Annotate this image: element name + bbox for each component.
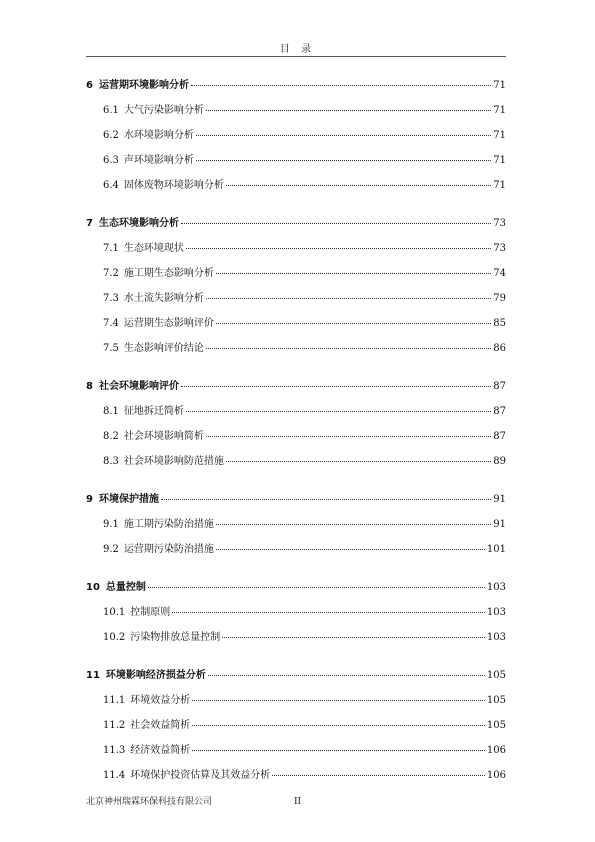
dot-leader — [208, 675, 485, 676]
toc-entry-number: 11.3 — [103, 745, 126, 756]
toc-entry-number: 7.4 — [103, 318, 119, 329]
toc-entry-title: 生态环境现状 — [123, 243, 184, 254]
toc-entry-number: 11.1 — [103, 695, 126, 706]
toc-entry-page: 103 — [486, 632, 506, 643]
toc-entry-number: 10.2 — [103, 632, 126, 643]
toc-entry-title: 声环境影响分析 — [123, 155, 194, 166]
toc-entry-number: 11 — [86, 670, 100, 681]
dot-leader — [196, 135, 491, 136]
toc-entry-title: 环境保护投资估算及其效益分析 — [130, 770, 271, 781]
toc-entry-number: 7.2 — [103, 268, 119, 279]
toc-entry-number: 6 — [86, 80, 93, 91]
footer-page-number: II — [293, 797, 302, 807]
toc-chapter-group — [86, 76, 506, 201]
dot-leader — [272, 775, 485, 776]
dot-leader — [181, 223, 491, 224]
toc-section-entry[interactable] — [86, 239, 506, 264]
toc-entry-title: 社会环境影响防范措施 — [123, 456, 224, 467]
dot-leader — [161, 499, 491, 500]
dot-leader — [226, 461, 491, 462]
toc-entry-title: 运营期污染防治措施 — [123, 544, 214, 555]
toc-entry-page: 74 — [493, 268, 506, 279]
toc-entry-page: 79 — [493, 293, 506, 304]
toc-entry-page: 91 — [493, 494, 506, 505]
toc-entry-title: 运营期环境影响分析 — [98, 80, 189, 91]
toc-section-entry[interactable] — [86, 314, 506, 339]
toc-entry-number: 8 — [86, 381, 93, 392]
dot-leader — [216, 549, 485, 550]
dot-leader — [191, 85, 491, 86]
toc-entry-number: 11.2 — [103, 720, 126, 731]
toc-entry-number: 8.3 — [103, 456, 119, 467]
toc-entry-number: 7 — [86, 218, 93, 229]
toc-entry-page: 73 — [493, 218, 506, 229]
toc-entry-number: 11.4 — [103, 770, 126, 781]
toc-section-entry[interactable] — [86, 101, 506, 126]
toc-entry-title: 环境效益分析 — [130, 695, 191, 706]
toc-entry-number: 6.3 — [103, 155, 119, 166]
toc-entry-page: 71 — [493, 105, 506, 116]
toc-entry-title: 经济效益简析 — [130, 745, 191, 756]
toc-entry-page: 91 — [493, 519, 506, 530]
dot-leader — [226, 185, 491, 186]
dot-leader — [192, 700, 485, 701]
header-divider — [86, 56, 506, 57]
toc-section-entry[interactable] — [86, 427, 506, 452]
toc-section-entry[interactable] — [86, 766, 506, 791]
dot-leader — [192, 725, 485, 726]
toc-chapter-entry[interactable] — [86, 214, 506, 239]
dot-leader — [196, 160, 491, 161]
toc-entry-title: 运营期生态影响评价 — [123, 318, 214, 329]
toc-section-entry[interactable] — [86, 691, 506, 716]
toc-entry-number: 6.4 — [103, 180, 119, 191]
dot-leader — [172, 612, 485, 613]
toc-entry-title: 环境保护措施 — [98, 494, 159, 505]
dot-leader — [222, 637, 485, 638]
toc-entry-number: 6.2 — [103, 130, 119, 141]
toc-chapter-entry[interactable] — [86, 377, 506, 402]
toc-entry-page: 101 — [486, 544, 506, 555]
toc-entry-page: 105 — [486, 720, 506, 731]
toc-entry-title: 施工期生态影响分析 — [123, 268, 214, 279]
toc-section-entry[interactable] — [86, 151, 506, 176]
toc-entry-number: 7.3 — [103, 293, 119, 304]
toc-section-entry[interactable] — [86, 540, 506, 565]
toc-chapter-group — [86, 578, 506, 653]
toc-chapter-group — [86, 666, 506, 791]
dot-leader — [216, 524, 491, 525]
toc-entry-page: 73 — [493, 243, 506, 254]
page-header-title: 目 录 — [279, 44, 316, 55]
toc-chapter-entry[interactable] — [86, 490, 506, 515]
toc-chapter-group — [86, 377, 506, 477]
toc-entry-title: 征地拆迁简析 — [123, 406, 184, 417]
toc-entry-title: 社会效益简析 — [130, 720, 191, 731]
toc-entry-page: 103 — [486, 582, 506, 593]
toc-entry-number: 8.1 — [103, 406, 119, 417]
toc-entry-page: 105 — [486, 670, 506, 681]
dot-leader — [216, 273, 491, 274]
toc-entry-page: 71 — [493, 130, 506, 141]
dot-leader — [148, 587, 485, 588]
toc-entry-page: 105 — [486, 695, 506, 706]
toc-entry-title: 固体废物环境影响分析 — [123, 180, 224, 191]
toc-entry-title: 总量控制 — [105, 582, 146, 593]
toc-entry-title: 控制原则 — [130, 607, 171, 618]
toc-chapter-entry[interactable] — [86, 578, 506, 603]
toc-section-entry[interactable] — [86, 603, 506, 628]
toc-entry-title: 生态影响评价结论 — [123, 343, 204, 354]
dot-leader — [181, 386, 491, 387]
dot-leader — [186, 248, 491, 249]
dot-leader — [186, 411, 491, 412]
toc-section-entry[interactable] — [86, 452, 506, 477]
toc-entry-page: 87 — [493, 431, 506, 442]
toc-section-entry[interactable] — [86, 716, 506, 741]
dot-leader — [192, 750, 485, 751]
toc-section-entry[interactable] — [86, 515, 506, 540]
toc-entry-page: 71 — [493, 180, 506, 191]
toc-entry-number: 10.1 — [103, 607, 126, 618]
toc-entry-title: 水土流失影响分析 — [123, 293, 204, 304]
toc-section-entry[interactable] — [86, 264, 506, 289]
toc-entry-title: 施工期污染防治措施 — [123, 519, 214, 530]
toc-entry-page: 106 — [486, 770, 506, 781]
toc-entry-page: 85 — [493, 318, 506, 329]
toc-entry-page: 87 — [493, 406, 506, 417]
toc-section-entry[interactable] — [86, 339, 506, 364]
toc-section-entry[interactable] — [86, 628, 506, 653]
toc-entry-title: 社会环境影响简析 — [123, 431, 204, 442]
footer-company-name: 北京神州瑞霖环保科技有限公司 — [86, 797, 213, 807]
toc-entry-page: 89 — [493, 456, 506, 467]
dot-leader — [206, 348, 491, 349]
toc-chapter-group — [86, 490, 506, 565]
toc-section-entry[interactable] — [86, 402, 506, 427]
toc-entry-page: 86 — [493, 343, 506, 354]
toc-entry-number: 7.5 — [103, 343, 119, 354]
toc-entry-number: 9.1 — [103, 519, 119, 530]
toc-entry-title: 大气污染影响分析 — [123, 105, 204, 116]
toc-entry-title: 污染物排放总量控制 — [130, 632, 221, 643]
toc-chapter-group — [86, 214, 506, 364]
toc-section-entry[interactable] — [86, 126, 506, 151]
toc-entry-number: 10 — [86, 582, 100, 593]
toc-chapter-entry[interactable] — [86, 666, 506, 691]
table-of-contents — [86, 76, 506, 791]
toc-entry-page: 103 — [486, 607, 506, 618]
dot-leader — [206, 436, 491, 437]
toc-section-entry[interactable] — [86, 176, 506, 201]
dot-leader — [216, 323, 491, 324]
toc-entry-number: 9.2 — [103, 544, 119, 555]
dot-leader — [206, 110, 491, 111]
toc-entry-page: 106 — [486, 745, 506, 756]
toc-entry-number: 7.1 — [103, 243, 119, 254]
toc-entry-number: 6.1 — [103, 105, 119, 116]
toc-entry-number: 9 — [86, 494, 93, 505]
toc-entry-page: 71 — [493, 155, 506, 166]
toc-chapter-entry[interactable] — [86, 76, 506, 101]
toc-entry-title: 环境影响经济损益分析 — [105, 670, 206, 681]
toc-entry-title: 生态环境影响分析 — [98, 218, 179, 229]
toc-section-entry[interactable] — [86, 289, 506, 314]
toc-entry-page: 87 — [493, 381, 506, 392]
dot-leader — [206, 298, 491, 299]
toc-entry-title: 社会环境影响评价 — [98, 381, 179, 392]
toc-entry-page: 71 — [493, 80, 506, 91]
toc-entry-title: 水环境影响分析 — [123, 130, 194, 141]
toc-section-entry[interactable] — [86, 741, 506, 766]
toc-entry-number: 8.2 — [103, 431, 119, 442]
